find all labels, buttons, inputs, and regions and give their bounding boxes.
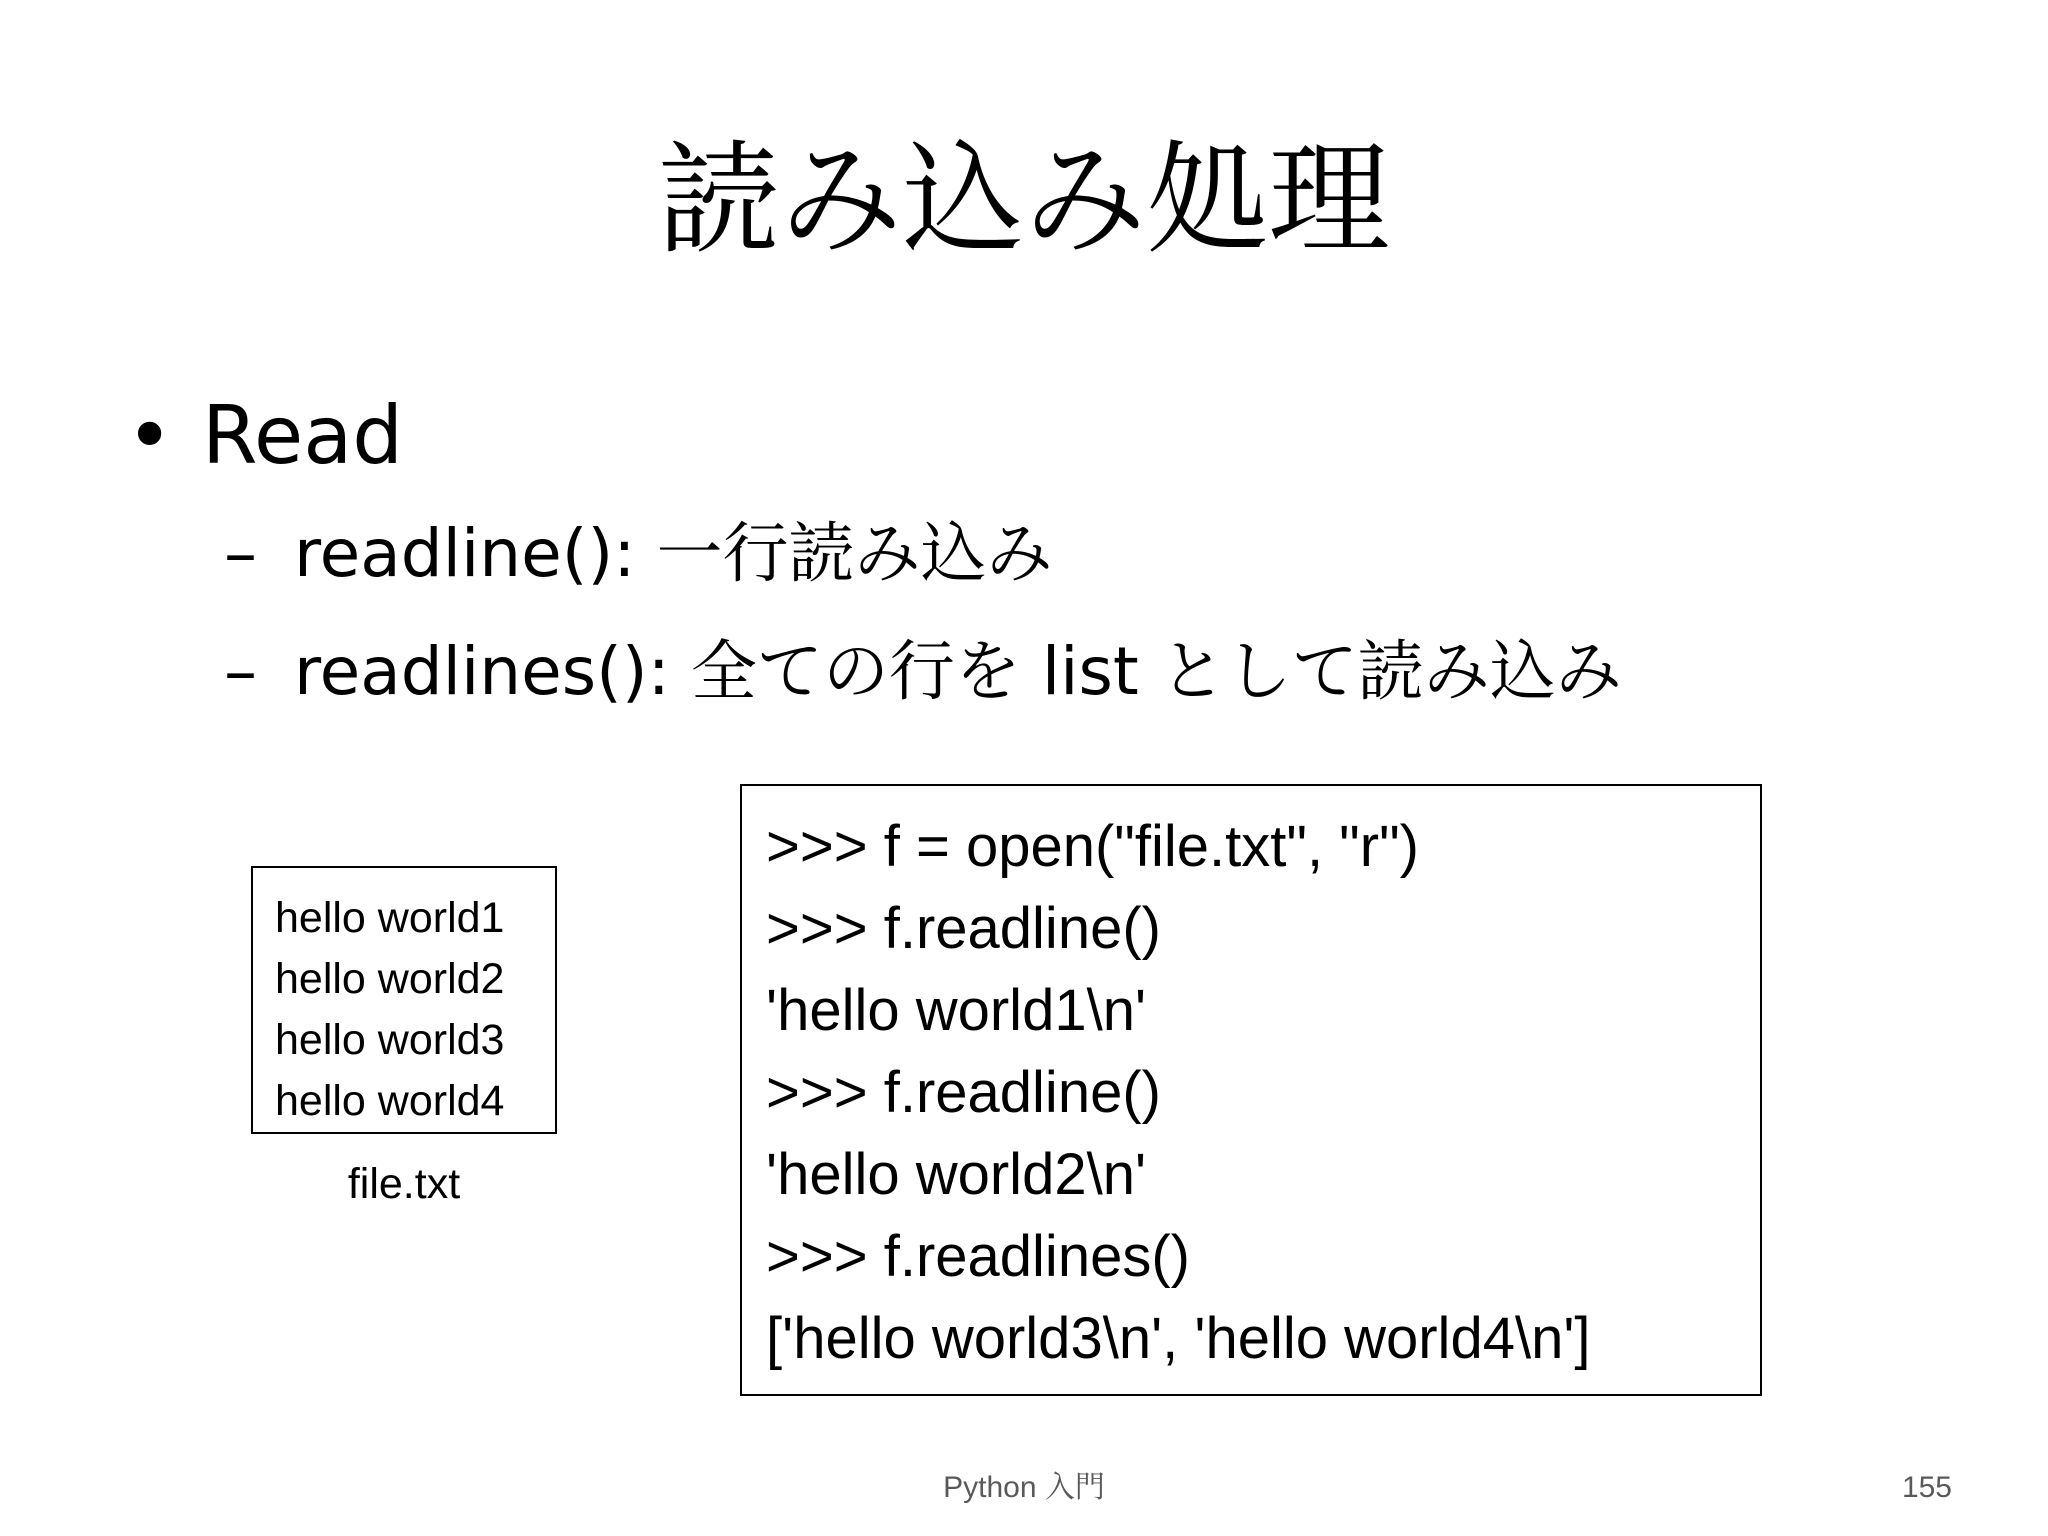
code-line: >>> f.readlines() [766,1224,1190,1289]
file-line: hello world1 [275,894,505,942]
code-line: >>> f.readline() [766,896,1161,961]
subbullet-readlines [224,630,1622,714]
code-line: 'hello world2\n' [766,1142,1147,1207]
code-line: >>> f.readline() [766,1060,1161,1125]
bullet-text: Read [202,389,404,482]
code-line: ['hello world3\n', 'hello world4\n'] [766,1306,1591,1371]
bullet-marker: • [126,389,174,482]
file-line: hello world3 [275,1016,505,1064]
code-line: >>> f = open("file.txt", "r") [766,814,1419,879]
file-caption: file.txt [347,1160,461,1208]
subbullet-marker: – [224,633,257,710]
subbullet-readline [224,512,1052,596]
subbullet-text: readline(): 一行読み込み [294,515,1053,592]
file-contents-box [251,866,557,1134]
page-number: 155 [1901,1471,1952,1504]
code-example-box [740,784,1762,1396]
file-line: hello world2 [275,955,505,1003]
file-line: hello world4 [275,1077,505,1125]
bullet-read [126,386,403,486]
subbullet-text: readlines(): 全ての行を list として読み込み [294,633,1622,710]
subbullet-marker: – [224,515,257,592]
code-line: 'hello world1\n' [766,978,1147,1043]
slide-title: 読み込み処理 [658,129,1390,271]
footer-title: Python 入門 [943,1471,1105,1504]
